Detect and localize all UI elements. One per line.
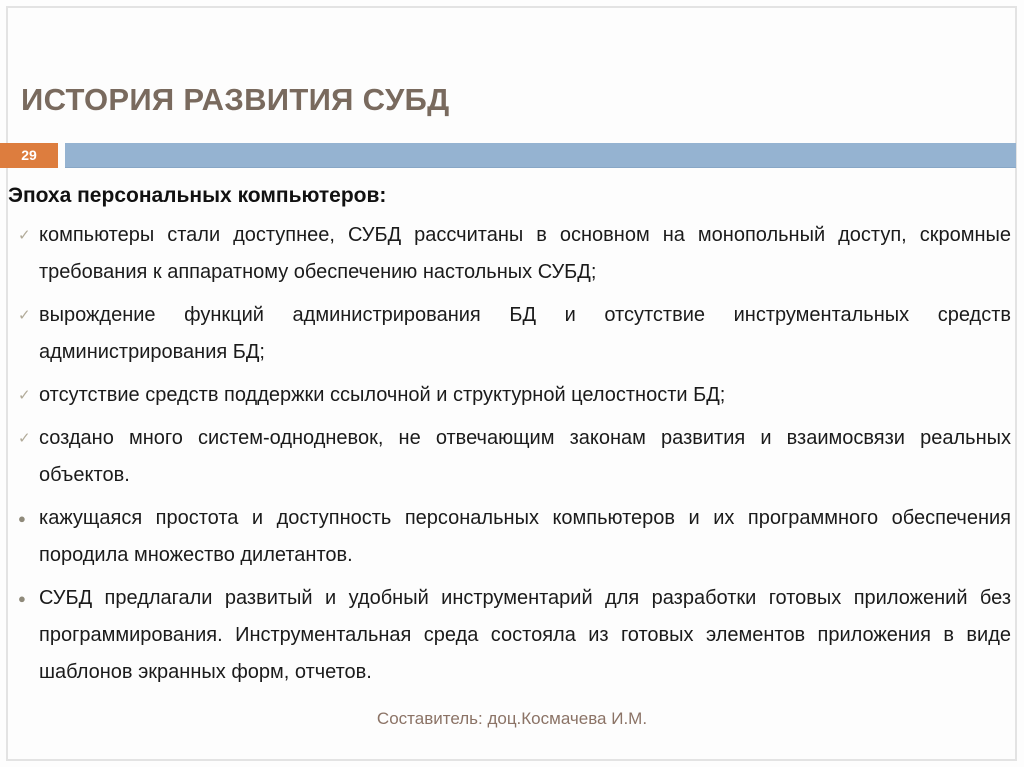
slide-title: ИСТОРИЯ РАЗВИТИЯ СУБД xyxy=(21,82,450,117)
list-item xyxy=(8,297,1011,371)
slide-number-badge: 29 xyxy=(0,143,58,168)
list-item xyxy=(8,580,1011,691)
bullet-marker-icon: ● xyxy=(18,511,26,526)
bullet-list xyxy=(8,217,1011,691)
bullet-marker-icon: ✓ xyxy=(18,227,31,244)
list-item-text: вырождение функций администрирования БД и отсутствие инструментальных средств администрирования БД; xyxy=(39,304,1011,363)
list-item-text: отсутствие средств поддержки ссылочной и структурной целостности БД; xyxy=(39,384,726,406)
list-item xyxy=(8,377,1011,414)
section-heading: Эпоха персональных компьютеров: xyxy=(8,184,387,207)
bullet-marker-icon: ● xyxy=(18,591,26,606)
list-item-text: кажущаяся простота и доступность персональных компьютеров и их программного обеспечения породила множество дилетантов. xyxy=(39,507,1011,566)
list-item-text: компьютеры стали доступнее, СУБД рассчитаны в основном на монопольный доступ, скромные требования к аппаратному обеспечению настольных СУБД; xyxy=(39,224,1011,283)
footer-credit: Составитель: доц.Космачева И.М. xyxy=(376,709,648,728)
bullet-marker-icon: ✓ xyxy=(18,387,31,404)
header-band xyxy=(0,143,1024,168)
bullet-marker-icon: ✓ xyxy=(18,307,31,324)
list-item-text: СУБД предлагали развитый и удобный инструментарий для разработки готовых приложений без программирования. Инструментальная среда состояла из готовых элементов приложения в виде шаблонов экранных форм, отчетов. xyxy=(39,587,1011,683)
slide-body xyxy=(8,184,1011,697)
list-item-text: создано много систем-однодневок, не отвечающим законам развития и взаимосвязи реальных объектов. xyxy=(39,427,1011,486)
bullet-marker-icon: ✓ xyxy=(18,430,31,447)
header-accent-bar xyxy=(65,143,1016,168)
list-item xyxy=(8,217,1011,291)
list-item xyxy=(8,500,1011,574)
list-item xyxy=(8,420,1011,494)
